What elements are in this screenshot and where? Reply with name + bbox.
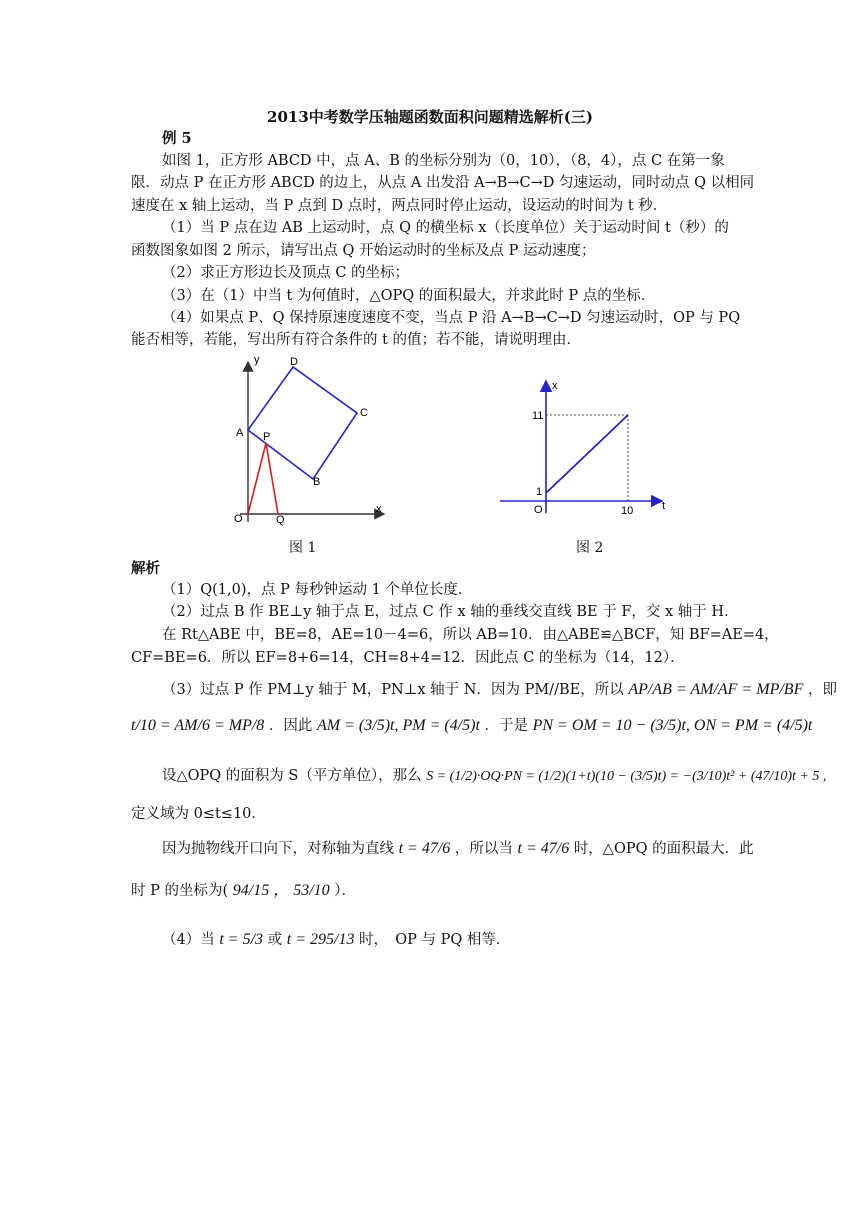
- figure-1-diagram: [218, 352, 398, 532]
- solution-8: 因为抛物线开口向下，对称轴为直线 t = 47/6 ，所以当 t = 47/6 时，△OPQ 的面积最大．此: [162, 840, 754, 857]
- ratio-equation-1: AP/AB = AM/AF = MP/BF: [628, 681, 804, 698]
- figure-2-graph: [490, 375, 680, 520]
- label-1: 1: [536, 486, 543, 498]
- solution-4: CF=BE=6．所以 EF=8+6=14，CH=8+4=12．因此点 C 的坐标为（14，12）．: [131, 650, 685, 666]
- label-a: A: [236, 427, 244, 439]
- question-2: （2）求正方形边长及顶点 C 的坐标；: [162, 265, 410, 281]
- solution-6: t/10 = AM/6 = MP/8 ．因此 AM = (3/5)t, PM = (4/5)t ．于是 PN = OM = 10 − (3/5)t, ON = PM = (4/5)t: [131, 717, 813, 734]
- graph-line: [546, 415, 628, 493]
- t-answer-1: t = 5/3: [219, 931, 264, 948]
- question-4-line-2: 能否相等，若能，写出所有符合条件的 t 的值；若不能，请说明理由．: [131, 332, 582, 348]
- problem-line-3: 速度在 x 轴上运动，当 P 点到 D 点时，两点同时停止运动，设运动的时间为 t 秒．: [131, 198, 668, 214]
- label-y: y: [254, 354, 260, 366]
- label-t: t: [662, 500, 666, 512]
- solution-9: 时 P 的坐标为( 94/15 ， 53/10 ）．: [131, 882, 357, 899]
- label-b: B: [313, 476, 321, 488]
- solution-2: （2）过点 B 作 BE⊥y 轴于点 E，过点 C 作 x 轴的垂线交直线 BE 于 F，交 x 轴于 H．: [162, 604, 739, 620]
- figure-2-caption: 图 2: [576, 540, 604, 556]
- question-3: （3）在（1）中当 t 为何值时，△OPQ 的面积最大，并求此时 P 点的坐标．: [162, 288, 656, 304]
- solution-1: （1）Q(1,0)，点 P 每秒钟运动 1 个单位长度．: [162, 582, 473, 598]
- p-coordinate: 94/15 ， 53/10: [232, 882, 330, 899]
- solution-10: （4）当 t = 5/3 或 t = 295/13 时， OP 与 PQ 相等．: [162, 931, 511, 948]
- solution-7: 设△OPQ 的面积为 S（平方单位），那么 S = (1/2)·OQ·PN = (1/2)(1+t)(10 − (3/5)t) = −(3/10)t² + (47/10)t + 5 ,: [162, 768, 827, 784]
- solution-5: （3）过点 P 作 PM⊥y 轴于 M，PN⊥x 轴于 N．因为 PM//BE，所以 AP/AB = AM/AF = MP/BF ，即: [162, 681, 837, 698]
- t-answer-2: t = 295/13: [286, 931, 355, 948]
- solution-3: 在 Rt△ABE 中，BE=8，AE=10－4=6，所以 AB=10．由△ABE≌△BCF，知 BF=AE=4，: [162, 627, 779, 643]
- label-c: C: [360, 407, 368, 419]
- solution-7b: 定义域为 0≤t≤10．: [131, 806, 266, 822]
- label-10: 10: [621, 505, 634, 517]
- axis-equation: t = 47/6: [398, 840, 451, 857]
- label-x2: x: [552, 380, 558, 392]
- square-abcd: [248, 367, 357, 479]
- label-11: 11: [532, 410, 544, 422]
- document-title: 2013中考数学压轴题函数面积问题精选解析(三): [267, 108, 593, 126]
- pn-on-equation: PN = OM = 10 − (3/5)t, ON = PM = (4/5)t: [532, 717, 813, 734]
- solution-label: 解析: [131, 560, 160, 577]
- am-pm-equation: AM = (3/5)t, PM = (4/5)t: [317, 717, 480, 734]
- label-p: P: [263, 431, 271, 443]
- t-value-equation: t = 47/6: [517, 840, 570, 857]
- label-o: O: [234, 513, 243, 525]
- problem-line-2: 限．动点 P 在正方形 ABCD 的边上，从点 A 出发沿 A→B→C→D 匀速运动，同时动点 Q 以相同: [131, 175, 755, 191]
- figure-1-caption: 图 1: [289, 540, 317, 556]
- problem-line-1: 如图 1，正方形 ABCD 中，点 A、B 的坐标分别为（0，10），（8，4），点 C 在第一象: [162, 153, 725, 169]
- ratio-equation-2: t/10 = AM/6 = MP/8: [131, 717, 265, 734]
- example-label: 例 5: [162, 130, 192, 147]
- question-1-line-2: 函数图象如图 2 所示，请写出点 Q 开始运动时的坐标及点 P 运动速度；: [131, 243, 596, 259]
- area-equation: S = (1/2)·OQ·PN = (1/2)(1+t)(10 − (3/5)t) = −(3/10)t² + (47/10)t + 5 ,: [426, 769, 827, 784]
- question-4-line-1: （4）如果点 P、Q 保持原速度速度不变，当点 P 沿 A→B→C→D 匀速运动时，OP 与 PQ: [162, 310, 741, 326]
- segment-op: [248, 443, 266, 514]
- label-o2: O: [534, 504, 543, 516]
- label-q: Q: [276, 514, 285, 526]
- segment-pq: [266, 443, 278, 514]
- question-1-line-1: （1）当 P 点在边 AB 上运动时，点 Q 的横坐标 x（长度单位）关于运动时间 t（秒）的: [162, 220, 729, 236]
- label-x: x: [376, 503, 382, 515]
- label-d: D: [290, 356, 298, 368]
